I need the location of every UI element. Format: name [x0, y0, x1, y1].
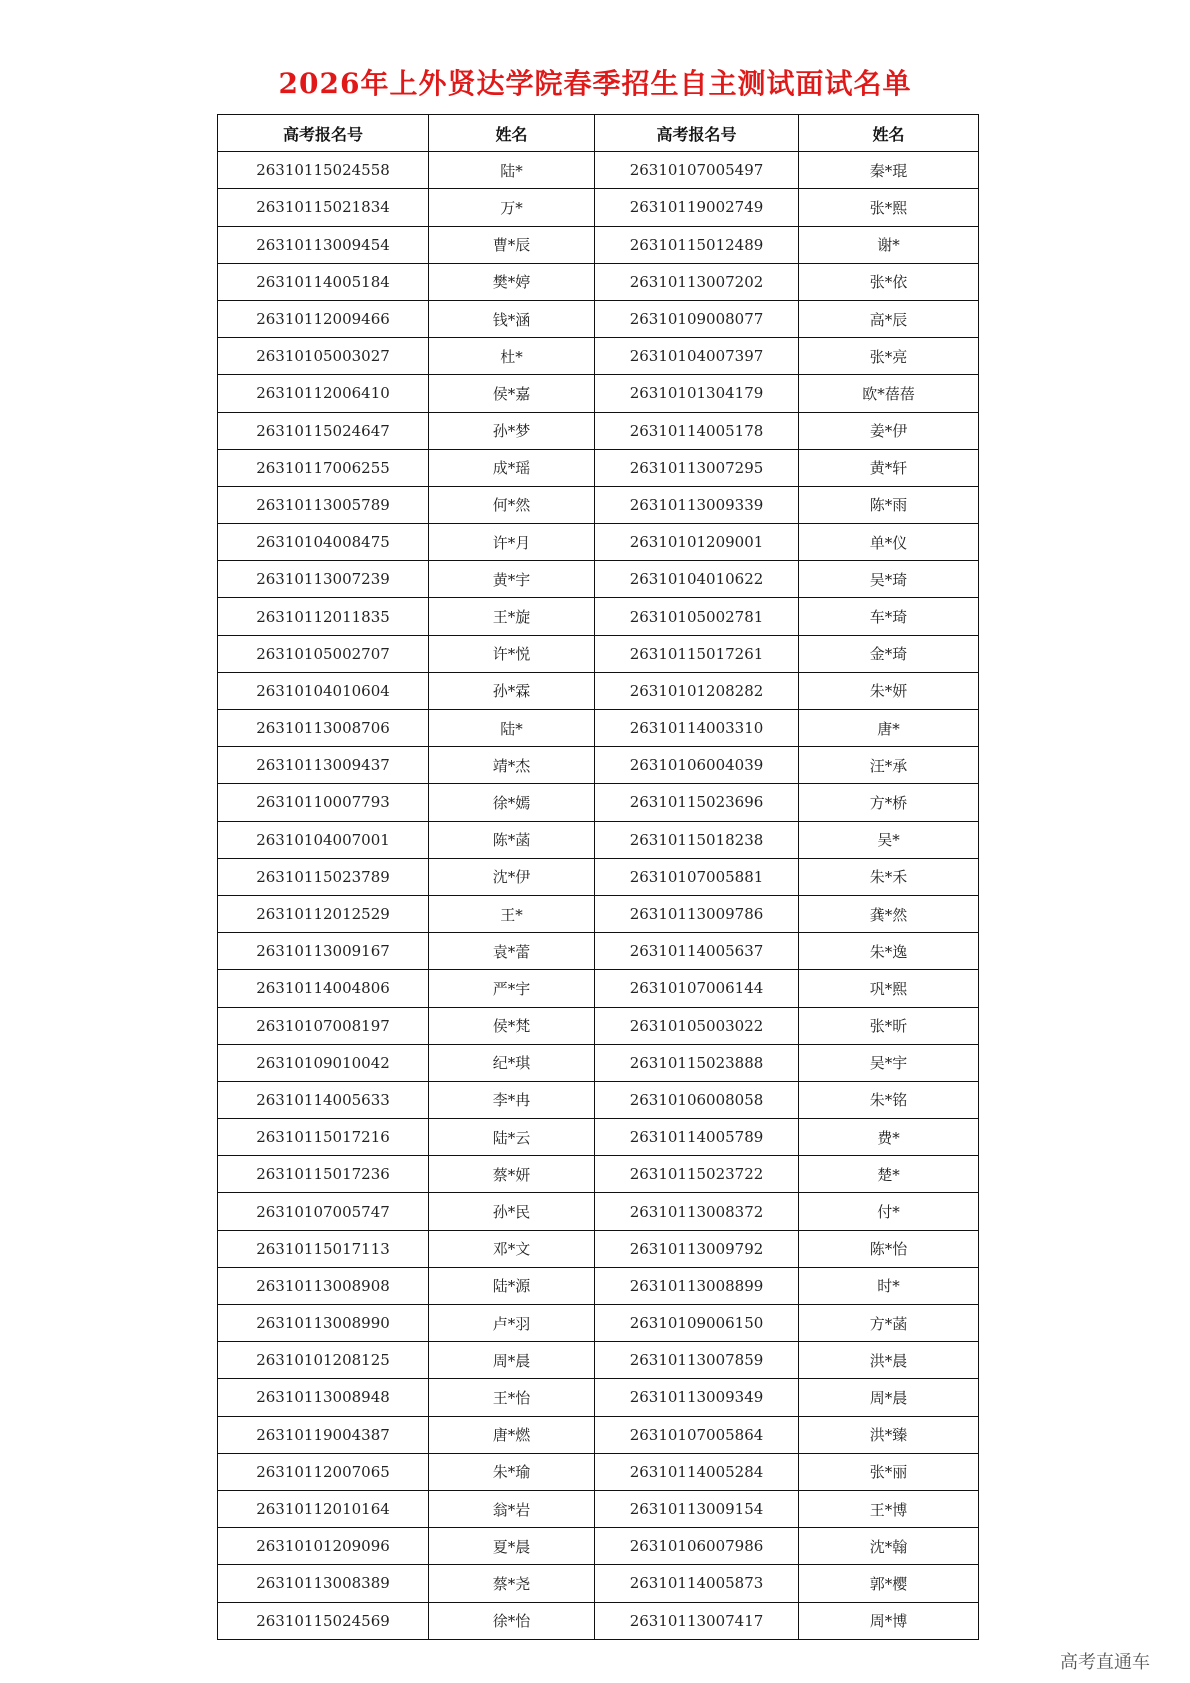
name-cell: 沈*翰 [799, 1528, 979, 1565]
exam-number-cell: 26310106007986 [595, 1528, 799, 1565]
exam-number-cell: 26310106008058 [595, 1081, 799, 1118]
name-cell: 孙*梦 [429, 412, 595, 449]
table-row [218, 524, 979, 561]
name-cell: 夏*晨 [429, 1528, 595, 1565]
exam-number-cell: 26310113008389 [218, 1565, 429, 1602]
name-cell: 侯*梵 [429, 1007, 595, 1044]
name-cell: 洪*晨 [799, 1342, 979, 1379]
exam-number-cell: 26310113009167 [218, 933, 429, 970]
table-row [218, 635, 979, 672]
table-row [218, 1119, 979, 1156]
name-cell: 徐*怡 [429, 1602, 595, 1639]
name-cell: 许*月 [429, 524, 595, 561]
name-cell: 龚*然 [799, 895, 979, 932]
name-cell: 方*桥 [799, 784, 979, 821]
table-row [218, 784, 979, 821]
exam-number-cell: 26310115023722 [595, 1156, 799, 1193]
table-row [218, 933, 979, 970]
name-cell: 张*丽 [799, 1453, 979, 1490]
name-cell: 朱*禾 [799, 858, 979, 895]
exam-number-cell: 26310113009437 [218, 747, 429, 784]
name-cell: 唐* [799, 710, 979, 747]
exam-number-cell: 26310113008948 [218, 1379, 429, 1416]
exam-number-cell: 26310107005881 [595, 858, 799, 895]
table-row [218, 486, 979, 523]
name-cell: 陆* [429, 710, 595, 747]
table-row [218, 1453, 979, 1490]
name-cell: 卢*羽 [429, 1305, 595, 1342]
name-cell: 万* [429, 189, 595, 226]
name-cell: 谢* [799, 226, 979, 263]
table-row [218, 189, 979, 226]
name-cell: 车*琦 [799, 598, 979, 635]
name-cell: 翁*岩 [429, 1490, 595, 1527]
table-row [218, 300, 979, 337]
name-cell: 陆* [429, 152, 595, 189]
name-cell: 张*亮 [799, 338, 979, 375]
table-row [218, 1416, 979, 1453]
table-row [218, 375, 979, 412]
exam-number-cell: 26310114005284 [595, 1453, 799, 1490]
name-cell: 王*怡 [429, 1379, 595, 1416]
name-cell: 孙*霖 [429, 672, 595, 709]
exam-number-cell: 26310115017113 [218, 1230, 429, 1267]
exam-number-cell: 26310113007239 [218, 561, 429, 598]
name-cell: 张*依 [799, 263, 979, 300]
exam-number-cell: 26310105002707 [218, 635, 429, 672]
page-title: 2026年上外贤达学院春季招生自主测试面试名单 [278, 67, 912, 100]
exam-number-cell: 26310113009154 [595, 1490, 799, 1527]
table-row [218, 449, 979, 486]
name-cell: 吴*琦 [799, 561, 979, 598]
exam-number-cell: 26310107005497 [595, 152, 799, 189]
table-row [218, 1230, 979, 1267]
name-cell: 陈*雨 [799, 486, 979, 523]
table-row [218, 895, 979, 932]
name-cell: 袁*蕾 [429, 933, 595, 970]
name-cell: 高*辰 [799, 300, 979, 337]
exam-number-cell: 26310107005747 [218, 1193, 429, 1230]
name-cell: 黄*宇 [429, 561, 595, 598]
name-cell: 陆*源 [429, 1267, 595, 1304]
exam-number-cell: 26310110007793 [218, 784, 429, 821]
name-cell: 沈*伊 [429, 858, 595, 895]
name-cell: 杜* [429, 338, 595, 375]
name-cell: 周*晨 [429, 1342, 595, 1379]
name-cell: 黄*轩 [799, 449, 979, 486]
name-cell: 陈*怡 [799, 1230, 979, 1267]
name-cell: 严*宇 [429, 970, 595, 1007]
name-cell: 吴* [799, 821, 979, 858]
table-row [218, 1044, 979, 1081]
exam-number-cell: 26310119004387 [218, 1416, 429, 1453]
exam-number-cell: 26310114005637 [595, 933, 799, 970]
table-row [218, 672, 979, 709]
exam-number-cell: 26310115024558 [218, 152, 429, 189]
name-cell: 孙*民 [429, 1193, 595, 1230]
table-row [218, 1007, 979, 1044]
name-cell: 欧*蓓蓓 [799, 375, 979, 412]
exam-number-cell: 26310101208282 [595, 672, 799, 709]
name-cell: 王*博 [799, 1490, 979, 1527]
name-cell: 许*悦 [429, 635, 595, 672]
header-exam-number-left: 高考报名号 [218, 115, 429, 152]
exam-number-cell: 26310119002749 [595, 189, 799, 226]
exam-number-cell: 26310113008899 [595, 1267, 799, 1304]
name-cell: 周*博 [799, 1602, 979, 1639]
exam-number-cell: 26310113007859 [595, 1342, 799, 1379]
exam-number-cell: 26310101209001 [595, 524, 799, 561]
exam-number-cell: 26310113009792 [595, 1230, 799, 1267]
name-cell: 巩*熙 [799, 970, 979, 1007]
header-name-right: 姓名 [799, 115, 979, 152]
name-cell: 纪*琪 [429, 1044, 595, 1081]
name-cell: 钱*涵 [429, 300, 595, 337]
exam-number-cell: 26310113009454 [218, 226, 429, 263]
table-row [218, 858, 979, 895]
exam-number-cell: 26310115017261 [595, 635, 799, 672]
exam-number-cell: 26310112011835 [218, 598, 429, 635]
table-row [218, 1602, 979, 1639]
name-cell: 徐*嫣 [429, 784, 595, 821]
exam-number-cell: 26310113008908 [218, 1267, 429, 1304]
exam-number-cell: 26310101208125 [218, 1342, 429, 1379]
name-cell: 付* [799, 1193, 979, 1230]
name-cell: 周*晨 [799, 1379, 979, 1416]
exam-number-cell: 26310115012489 [595, 226, 799, 263]
name-cell: 朱*铭 [799, 1081, 979, 1118]
name-cell: 时* [799, 1267, 979, 1304]
table-row [218, 710, 979, 747]
exam-number-cell: 26310105003027 [218, 338, 429, 375]
exam-number-cell: 26310113007295 [595, 449, 799, 486]
name-cell: 楚* [799, 1156, 979, 1193]
exam-number-cell: 26310107005864 [595, 1416, 799, 1453]
name-cell: 曹*辰 [429, 226, 595, 263]
name-cell: 何*然 [429, 486, 595, 523]
exam-number-cell: 26310113009786 [595, 895, 799, 932]
interview-list-table [217, 114, 979, 1640]
exam-number-cell: 26310115024569 [218, 1602, 429, 1639]
name-cell: 费* [799, 1119, 979, 1156]
exam-number-cell: 26310101209096 [218, 1528, 429, 1565]
name-cell: 吴*宇 [799, 1044, 979, 1081]
exam-number-cell: 26310112006410 [218, 375, 429, 412]
exam-number-cell: 26310114003310 [595, 710, 799, 747]
name-cell: 方*菡 [799, 1305, 979, 1342]
name-cell: 朱*逸 [799, 933, 979, 970]
exam-number-cell: 26310113008372 [595, 1193, 799, 1230]
table-row [218, 1081, 979, 1118]
table-row [218, 747, 979, 784]
table-row [218, 1490, 979, 1527]
table-row [218, 226, 979, 263]
header-exam-number-right: 高考报名号 [595, 115, 799, 152]
name-cell: 汪*承 [799, 747, 979, 784]
exam-number-cell: 26310101304179 [595, 375, 799, 412]
exam-number-cell: 26310115023696 [595, 784, 799, 821]
exam-number-cell: 26310115023888 [595, 1044, 799, 1081]
name-cell: 靖*杰 [429, 747, 595, 784]
table-body [218, 152, 979, 1640]
table-row [218, 970, 979, 1007]
watermark: 高考直通车 [1060, 1652, 1150, 1673]
name-cell: 金*琦 [799, 635, 979, 672]
exam-number-cell: 26310115024647 [218, 412, 429, 449]
exam-number-cell: 26310112007065 [218, 1453, 429, 1490]
name-cell: 朱*妍 [799, 672, 979, 709]
exam-number-cell: 26310109008077 [595, 300, 799, 337]
name-cell: 张*熙 [799, 189, 979, 226]
table-row [218, 263, 979, 300]
header-name-left: 姓名 [429, 115, 595, 152]
exam-number-cell: 26310107008197 [218, 1007, 429, 1044]
exam-number-cell: 26310114004806 [218, 970, 429, 1007]
exam-number-cell: 26310113007202 [595, 263, 799, 300]
exam-number-cell: 26310117006255 [218, 449, 429, 486]
exam-number-cell: 26310113009339 [595, 486, 799, 523]
exam-number-cell: 26310109010042 [218, 1044, 429, 1081]
table-row [218, 152, 979, 189]
table-row [218, 338, 979, 375]
table-row [218, 1156, 979, 1193]
exam-number-cell: 26310104008475 [218, 524, 429, 561]
name-cell: 张*昕 [799, 1007, 979, 1044]
name-cell: 单*仪 [799, 524, 979, 561]
name-cell: 王* [429, 895, 595, 932]
table-row [218, 1565, 979, 1602]
table-row [218, 1193, 979, 1230]
exam-number-cell: 26310115023789 [218, 858, 429, 895]
exam-number-cell: 26310104010622 [595, 561, 799, 598]
name-cell: 姜*伊 [799, 412, 979, 449]
exam-number-cell: 26310115017216 [218, 1119, 429, 1156]
name-cell: 陆*云 [429, 1119, 595, 1156]
table-row [218, 561, 979, 598]
exam-number-cell: 26310115018238 [595, 821, 799, 858]
name-cell: 王*旋 [429, 598, 595, 635]
exam-number-cell: 26310109006150 [595, 1305, 799, 1342]
exam-number-cell: 26310106004039 [595, 747, 799, 784]
name-cell: 唐*燃 [429, 1416, 595, 1453]
exam-number-cell: 26310104007397 [595, 338, 799, 375]
exam-number-cell: 26310105002781 [595, 598, 799, 635]
table-row [218, 1379, 979, 1416]
name-cell: 郭*樱 [799, 1565, 979, 1602]
exam-number-cell: 26310114005184 [218, 263, 429, 300]
table-row [218, 598, 979, 635]
name-cell: 蔡*尧 [429, 1565, 595, 1602]
name-cell: 成*瑶 [429, 449, 595, 486]
exam-number-cell: 26310113009349 [595, 1379, 799, 1416]
exam-number-cell: 26310105003022 [595, 1007, 799, 1044]
exam-number-cell: 26310112010164 [218, 1490, 429, 1527]
name-cell: 侯*嘉 [429, 375, 595, 412]
exam-number-cell: 26310114005789 [595, 1119, 799, 1156]
table-row [218, 412, 979, 449]
exam-number-cell: 26310113005789 [218, 486, 429, 523]
exam-number-cell: 26310115017236 [218, 1156, 429, 1193]
exam-number-cell: 26310104010604 [218, 672, 429, 709]
exam-number-cell: 26310113007417 [595, 1602, 799, 1639]
table-row [218, 821, 979, 858]
table-row [218, 1305, 979, 1342]
exam-number-cell: 26310115021834 [218, 189, 429, 226]
table-row [218, 1267, 979, 1304]
exam-number-cell: 26310113008706 [218, 710, 429, 747]
exam-number-cell: 26310104007001 [218, 821, 429, 858]
name-cell: 秦*琨 [799, 152, 979, 189]
exam-number-cell: 26310112012529 [218, 895, 429, 932]
exam-number-cell: 26310112009466 [218, 300, 429, 337]
exam-number-cell: 26310114005633 [218, 1081, 429, 1118]
name-cell: 陈*菡 [429, 821, 595, 858]
name-cell: 朱*瑜 [429, 1453, 595, 1490]
exam-number-cell: 26310114005873 [595, 1565, 799, 1602]
table-row [218, 1342, 979, 1379]
exam-number-cell: 26310107006144 [595, 970, 799, 1007]
exam-number-cell: 26310114005178 [595, 412, 799, 449]
exam-number-cell: 26310113008990 [218, 1305, 429, 1342]
table-row [218, 1528, 979, 1565]
name-cell: 邓*文 [429, 1230, 595, 1267]
name-cell: 洪*臻 [799, 1416, 979, 1453]
table-header-row [218, 115, 979, 152]
name-cell: 樊*婷 [429, 263, 595, 300]
name-cell: 李*冉 [429, 1081, 595, 1118]
name-cell: 蔡*妍 [429, 1156, 595, 1193]
